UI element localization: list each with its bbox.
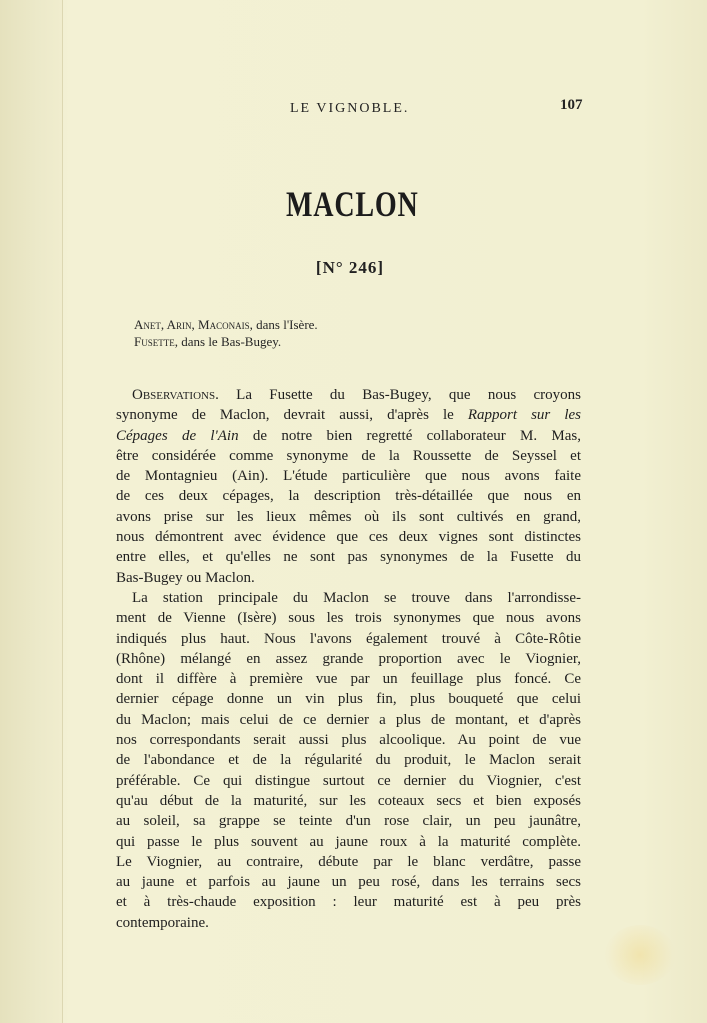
text-line: du Maclon; mais celui de ce dernier a plus de montant, et d'après bbox=[116, 711, 581, 728]
text-line: indiqués plus haut. Nous l'avons également trouvé à Côte-Rôtie bbox=[116, 630, 581, 647]
synonym-location: dans l'Isère. bbox=[256, 317, 318, 332]
text-line: nous démontrent avec évidence que ces deux vignes sont distinctes bbox=[116, 529, 581, 546]
italic-reference: Cépages de l'Ain bbox=[116, 427, 239, 444]
text-line: préférable. Ce qui distingue surtout ce dernier du Viognier, c'est bbox=[116, 772, 581, 789]
text-line: de ces deux cépages, la description très-détaillée que nous en bbox=[116, 488, 581, 505]
text-line: dernier cépage donne un vin plus fin, plus bouqueté que celui bbox=[116, 691, 581, 708]
text-line: Le Viognier, au contraire, débute par le blanc verdâtre, passe bbox=[116, 853, 581, 870]
text-line: entre elles, et qu'elles ne sont pas synonymes de la Fusette du bbox=[116, 549, 581, 566]
running-title: LE VIGNOBLE. bbox=[290, 101, 410, 116]
running-head bbox=[0, 97, 707, 121]
text-line: Observations. La Fusette du Bas-Bugey, que nous croyons bbox=[132, 387, 581, 403]
synonym-names: Fusette, bbox=[134, 334, 178, 349]
text-line: Cépages de l'Ain de notre bien regretté collaborateur M. Mas, bbox=[116, 427, 581, 444]
synonyms-line bbox=[134, 316, 318, 333]
paragraph-station bbox=[116, 588, 581, 933]
synonyms-line bbox=[134, 333, 318, 350]
text-line: au soleil, sa grappe se teinte d'un rose clair, un peu jaunâtre, bbox=[116, 813, 581, 830]
text-line: (Rhône) mélangé en assez grande proportion avec le Viognier, bbox=[116, 650, 581, 667]
italic-reference: Rapport sur les bbox=[467, 407, 581, 424]
text-line: nos correspondants serait aussi plus alcoolique. Au point de vue bbox=[116, 732, 581, 749]
text-line: de l'abondance et de la régularité du produit, le Maclon serait bbox=[116, 752, 581, 769]
text-line: avons prise sur les lieux mêmes où ils sont cultivés en grand, bbox=[116, 508, 581, 525]
text-line: au jaune et parfois au jaune un peu rosé, dans les terrains secs bbox=[116, 874, 581, 891]
synonyms-block bbox=[134, 316, 318, 350]
entry-number: [N° 246] bbox=[315, 258, 385, 277]
paper-stain bbox=[605, 925, 675, 985]
synonym-names: Anet, Arin, Maconais, bbox=[134, 317, 253, 332]
text-line: La station principale du Maclon se trouve dans l'arrondisse- bbox=[132, 589, 581, 606]
observations-label: Observations. bbox=[132, 387, 219, 403]
text-line: qu'au début de la maturité, sur les coteaux secs et bien exposés bbox=[116, 792, 581, 809]
text-line: Bas-Bugey ou Maclon. bbox=[116, 569, 255, 586]
page-number: 107 bbox=[560, 97, 583, 113]
text-line: dont il diffère à première vue par un feuillage plus foncé. Ce bbox=[116, 671, 581, 688]
text-line: synonyme de Maclon, devrait aussi, d'après le Rapport sur les bbox=[116, 407, 581, 424]
page-gutter bbox=[0, 0, 63, 1023]
paragraph-observations bbox=[116, 385, 581, 588]
text-line: de Montagnieu (Ain). L'étude particulière que nous avons faite bbox=[116, 468, 581, 485]
text-line: contemporaine. bbox=[116, 914, 209, 931]
entry-title: MACLON bbox=[285, 184, 419, 224]
body-text bbox=[116, 385, 581, 933]
text-line: être considérée comme synonyme de la Roussette de Seyssel et bbox=[116, 447, 581, 464]
text-line: et à très-chaude exposition : leur maturité est à peu près bbox=[116, 894, 581, 911]
text-line: qui passe le plus souvent au jaune roux à la maturité complète. bbox=[116, 833, 581, 850]
synonym-location: dans le Bas-Bugey. bbox=[181, 334, 282, 349]
text-line: ment de Vienne (Isère) sous les trois synonymes que nous avons bbox=[116, 610, 581, 627]
